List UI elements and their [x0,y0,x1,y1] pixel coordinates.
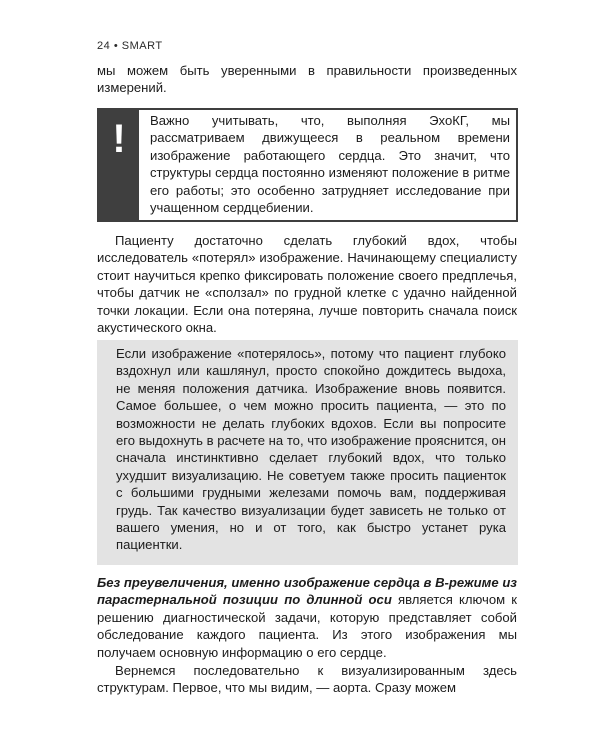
series-name: SMART [121,40,163,52]
tip-callout [97,340,518,565]
warning-callout [97,108,518,222]
key-emphasis: Без преувеличения, именно изображение сердца в В-режиме из парастернальной позиции по длинной оси [97,575,517,608]
warning-text: Важно учитывать, что, выполняя ЭхоКГ, мы рассматриваем движущееся в реальном времени изображение работающего сердца. Это значит, что структуры сердца постоянно изменяют положение в ритме его работы; это особенно затрудняет исследование при учащенном сердцебиении. [150,113,510,216]
running-header [97,40,163,52]
final-paragraph: Вернемся последовательно к визуализированным здесь структурам. Первое, что мы видим, — аорта. Сразу можем [97,663,517,696]
page-number: 24 [97,40,111,52]
header-separator: • [113,40,119,52]
warning-bar [99,110,139,220]
exclamation-icon: ! [112,117,126,161]
intro-paragraph: мы можем быть уверенными в правильности произведенных измерений. [97,63,517,96]
breath-paragraph: Пациенту достаточно сделать глубокий вдох, чтобы исследователь «потерял» изображение. Начинающему специалисту стоит научиться крепко фиксировать положение своего предплечья, чтобы датчик не «сползал» по грудной клетке с удачно найденной точки локации. Если она потеряна, лучше повторить сначала поиск акустического окна. [97,233,517,336]
tip-text: Если изображение «потерялось», потому что пациент глубоко вздохнул или кашлянул, просто спокойно дождитесь выдоха, не меняя положения датчика. Изображение вновь появится. Самое большее, о чем можно просить пациента, — это по возможности не делать глубоких вдохов. Если вы попросите его выдохнуть в расчете на то, что изображение прояснится, он сначала инстинктивно сделает глубокий вдох, что только ухудшит визуализацию. Не советуем также просить пациенток с большими грудными железами помочь вам, поддерживая грудь. Так качество визуализации будет зависеть не только от вашего умения, но и от того, как быстро устанет рука пациентки. [116,346,506,553]
key-paragraph [97,574,517,661]
key-rest: является ключом к решению диагностической задачи, которую представляет собой обследование каждого пациента. Из этого изображения мы получаем основную информацию о его сердце. [97,592,517,660]
